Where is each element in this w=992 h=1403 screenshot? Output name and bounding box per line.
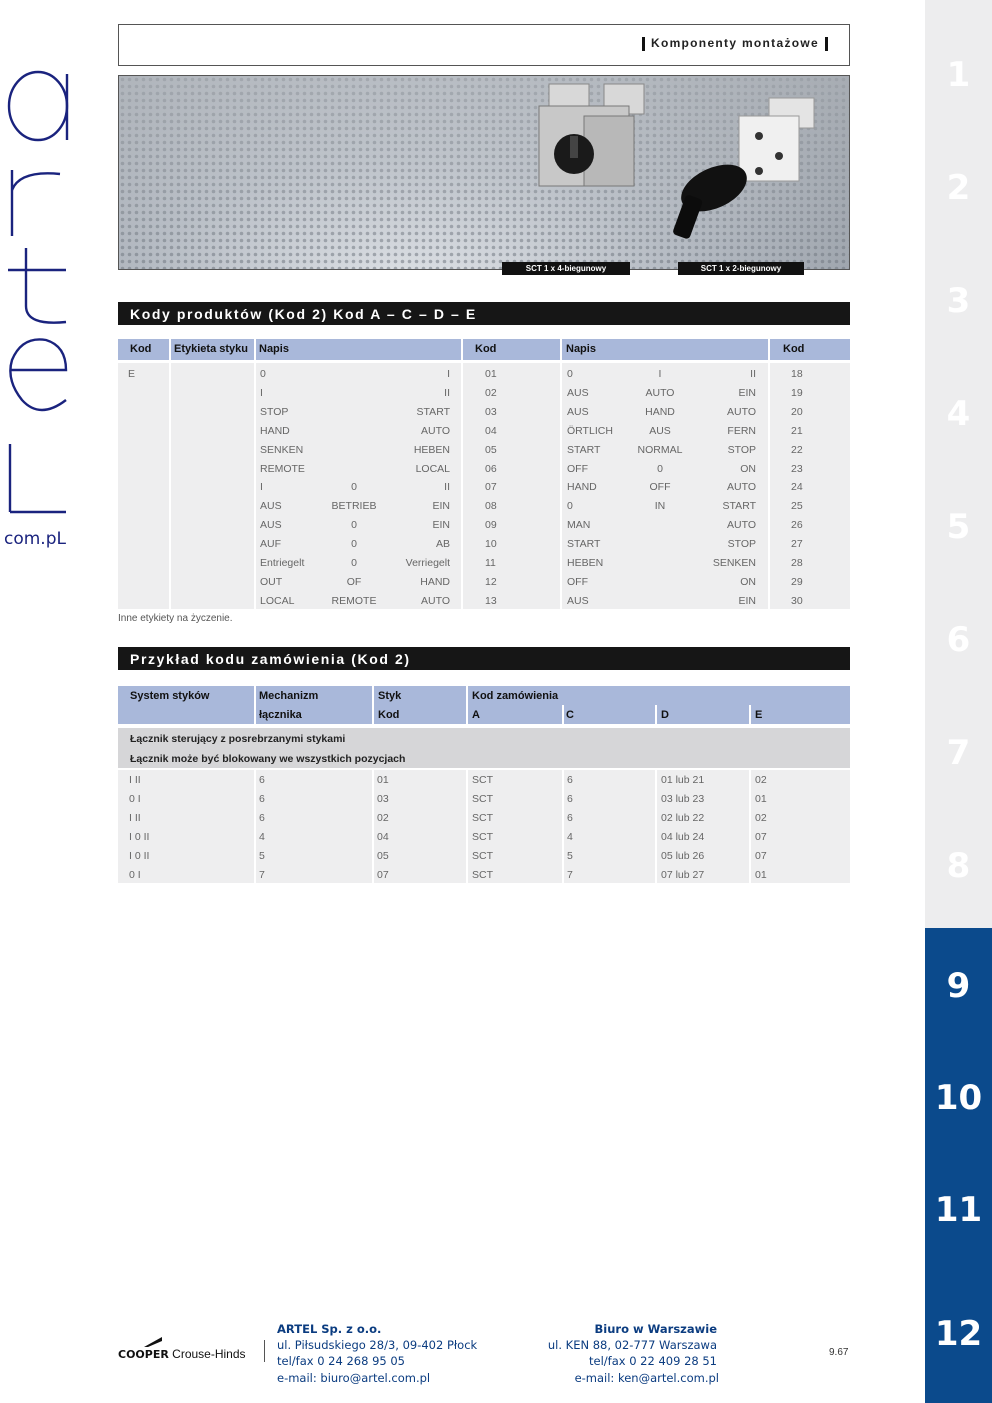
- order-cell-m: 6: [259, 812, 265, 824]
- codes-cell-c: AUTO: [421, 424, 450, 437]
- tab-10[interactable]: 10: [925, 1040, 992, 1155]
- codes-cell-k2: 29: [791, 575, 803, 588]
- codes-cell-d: AUS: [567, 405, 589, 418]
- codes-cell-a: AUF: [260, 538, 281, 551]
- col-c: C: [566, 709, 574, 721]
- first-kod-value: E: [128, 368, 136, 380]
- col-etykieta: Etykieta styku: [174, 343, 248, 355]
- codes-cell-c: HAND: [420, 575, 450, 588]
- tab-12[interactable]: 12: [925, 1264, 992, 1403]
- tab-9[interactable]: 9: [925, 928, 992, 1043]
- codes-cell-d: AUS: [567, 594, 589, 607]
- product-codes-header: [118, 339, 850, 360]
- codes-cell-f: EIN: [738, 594, 756, 607]
- codes-cell-f: AUTO: [727, 519, 756, 532]
- codes-cell-a: STOP: [260, 405, 289, 418]
- codes-cell-k: 13: [485, 594, 497, 607]
- codes-cell-e: 0: [657, 462, 663, 475]
- col-napis-1: Napis: [259, 343, 289, 355]
- codes-cell-k: 02: [485, 386, 497, 399]
- group-silver-contacts: Łącznik sterujący z posrebrzanymi stykami: [130, 733, 346, 745]
- footer-email[interactable]: e-mail: biuro@artel.com.pl: [277, 1371, 431, 1385]
- codes-cell-a: REMOTE: [260, 462, 305, 475]
- tab-2[interactable]: 2: [946, 167, 971, 208]
- codes-cell-f: AUTO: [727, 405, 756, 418]
- codes-cell-k: 01: [485, 368, 497, 380]
- order-cell-a: SCT: [472, 869, 493, 881]
- codes-cell-c: START: [416, 405, 450, 418]
- order-cell-e: 07: [755, 831, 767, 843]
- codes-cell-k: 12: [485, 575, 497, 588]
- footer-address: ul. Piłsudskiego 28/3, 09-402 Płock: [277, 1338, 478, 1352]
- order-cell-a: SCT: [472, 793, 493, 805]
- codes-cell-b: 0: [351, 557, 357, 569]
- codes-cell-f: START: [722, 500, 756, 513]
- codes-cell-f: ON: [740, 462, 756, 475]
- codes-cell-k: 08: [485, 500, 497, 513]
- codes-cell-f: STOP: [727, 443, 756, 456]
- col-napis-2: Napis: [566, 343, 596, 355]
- codes-cell-d: OFF: [567, 575, 588, 588]
- codes-cell-a: OUT: [260, 575, 283, 588]
- codes-cell-k2: 23: [791, 462, 803, 475]
- tab-3[interactable]: 3: [946, 280, 971, 321]
- codes-cell-d: START: [567, 538, 601, 551]
- order-cell-a: SCT: [472, 774, 493, 786]
- codes-cell-e: AUS: [649, 424, 671, 437]
- artel-logo: [0, 70, 80, 560]
- col-kod-2: Kod: [475, 343, 497, 355]
- order-cell-k: 04: [377, 831, 389, 843]
- codes-cell-f: SENKEN: [712, 557, 756, 569]
- codes-cell-f: II: [750, 368, 756, 380]
- codes-cell-e: I: [658, 368, 662, 380]
- codes-cell-e: HAND: [645, 405, 675, 418]
- section-order-example: [118, 647, 850, 670]
- col-kod-1: Kod: [130, 343, 152, 355]
- codes-cell-b: 0: [351, 481, 357, 494]
- col-a: A: [472, 709, 480, 721]
- order-cell-a: SCT: [472, 831, 493, 843]
- order-cell-e: 07: [755, 850, 767, 862]
- order-cell-d: 03 lub 23: [661, 793, 705, 805]
- codes-cell-a: 0: [260, 368, 266, 380]
- codes-cell-b: 0: [351, 519, 357, 532]
- codes-cell-k: 07: [485, 481, 497, 494]
- col-kod-3: Kod: [783, 343, 805, 355]
- codes-cell-a: AUS: [260, 500, 282, 513]
- page-header: [118, 24, 850, 66]
- codes-cell-d: HEBEN: [567, 557, 604, 569]
- codes-cell-f: AUTO: [727, 481, 756, 494]
- order-cell-d: 05 lub 26: [661, 850, 705, 862]
- codes-cell-a: AUS: [260, 519, 282, 532]
- tab-6[interactable]: 6: [946, 619, 971, 660]
- codes-cell-b: 0: [351, 538, 357, 551]
- order-cell-k: 07: [377, 869, 389, 881]
- order-example-header: [118, 686, 850, 724]
- codes-cell-f: STOP: [727, 538, 756, 551]
- codes-cell-d: ÖRTLICH: [567, 424, 613, 437]
- codes-cell-e: NORMAL: [637, 443, 683, 456]
- codes-cell-c: II: [444, 386, 450, 399]
- order-cell-c: 6: [567, 774, 573, 786]
- codes-cell-a: I: [260, 386, 263, 399]
- codes-cell-a: SENKEN: [260, 443, 304, 456]
- codes-cell-f: ON: [740, 575, 756, 588]
- col-d: D: [661, 709, 669, 721]
- codes-cell-k2: 26: [791, 519, 803, 532]
- page-title: Komponenty montażowe: [650, 36, 819, 50]
- product-illustration: [119, 76, 849, 269]
- codes-cell-d: 0: [567, 500, 573, 513]
- col-styk: Styk: [378, 690, 402, 702]
- codes-cell-d: MAN: [567, 519, 591, 532]
- order-cell-c: 4: [567, 831, 573, 843]
- col-system: System styków: [130, 690, 210, 702]
- footer-tel: tel/fax 0 24 268 95 05: [277, 1354, 405, 1368]
- codes-cell-d: HAND: [567, 481, 597, 494]
- tab-5[interactable]: 5: [946, 506, 971, 547]
- order-cell-c: 6: [567, 793, 573, 805]
- codes-cell-b: REMOTE: [331, 594, 377, 607]
- order-cell-k: 02: [377, 812, 389, 824]
- order-cell-d: 07 lub 27: [661, 869, 705, 881]
- codes-cell-k: 10: [485, 538, 497, 551]
- order-cell-m: 6: [259, 774, 265, 786]
- order-cell-d: 01 lub 21: [661, 774, 705, 786]
- tab-4[interactable]: 4: [946, 393, 971, 434]
- footer-company: ARTEL Sp. z o.o.: [277, 1322, 382, 1336]
- codes-cell-a: HAND: [260, 424, 290, 437]
- codes-cell-k2: 30: [791, 594, 803, 607]
- page-number: 9.67: [829, 1347, 849, 1358]
- codes-cell-c: II: [444, 481, 450, 494]
- codes-cell-c: LOCAL: [415, 462, 450, 475]
- order-cell-m: 6: [259, 793, 265, 805]
- codes-cell-k2: 25: [791, 500, 803, 513]
- codes-cell-c: EIN: [432, 519, 450, 532]
- codes-cell-c: I: [447, 368, 450, 380]
- chapter-tabs: [925, 0, 992, 1403]
- logo-domain: com.pL: [4, 529, 66, 549]
- footer-office-email[interactable]: e-mail: ken@artel.com.pl: [574, 1371, 719, 1385]
- codes-cell-a: I: [260, 481, 263, 494]
- codes-cell-k2: 24: [791, 481, 803, 494]
- codes-cell-c: AUTO: [421, 594, 450, 607]
- order-cell-k: 03: [377, 793, 389, 805]
- codes-cell-f: EIN: [738, 386, 756, 399]
- order-cell-k: 01: [377, 774, 389, 786]
- codes-cell-k: 03: [485, 405, 497, 418]
- caption-4-pole: SCT 1 x 4-biegunowy: [502, 262, 630, 275]
- footer-office-tel: tel/fax 0 22 409 28 51: [589, 1354, 717, 1368]
- order-cell-s: I 0 II: [129, 850, 150, 862]
- caption-2-pole: SCT 1 x 2-biegunowy: [678, 262, 804, 275]
- codes-cell-c: EIN: [432, 500, 450, 513]
- order-cell-a: SCT: [472, 850, 493, 862]
- order-cell-e: 01: [755, 869, 767, 881]
- codes-cell-k2: 28: [791, 557, 803, 569]
- tab-7[interactable]: 7: [946, 732, 971, 773]
- tab-11[interactable]: 11: [925, 1152, 992, 1267]
- col-styk-2: Kod: [378, 709, 400, 721]
- order-cell-d: 02 lub 22: [661, 812, 705, 824]
- order-cell-c: 5: [567, 850, 573, 862]
- order-cell-e: 02: [755, 812, 767, 824]
- order-cell-s: 0 I: [129, 793, 141, 805]
- col-e: E: [755, 709, 763, 721]
- product-banner: [118, 75, 850, 270]
- codes-note: Inne etykiety na życzenie.: [118, 613, 233, 624]
- order-cell-s: I II: [129, 812, 141, 824]
- codes-cell-k2: 21: [791, 424, 803, 437]
- codes-cell-k: 05: [485, 443, 497, 456]
- codes-cell-k2: 19: [791, 386, 803, 399]
- codes-cell-d: OFF: [567, 462, 588, 475]
- codes-cell-c: Verriegelt: [405, 557, 450, 569]
- codes-cell-e: OFF: [649, 481, 671, 494]
- codes-cell-a: LOCAL: [260, 594, 295, 607]
- section-product-codes-title: Kody produktów (Kod 2) Kod A – C – D – E: [130, 305, 477, 322]
- order-cell-m: 5: [259, 850, 265, 862]
- codes-cell-d: 0: [567, 368, 573, 380]
- cooper-logo: [118, 1335, 253, 1361]
- codes-cell-k2: 20: [791, 405, 803, 418]
- codes-cell-k: 09: [485, 519, 497, 532]
- codes-cell-d: AUS: [567, 386, 589, 399]
- codes-cell-k: 04: [485, 424, 497, 437]
- codes-cell-k2: 27: [791, 538, 803, 551]
- order-cell-d: 04 lub 24: [661, 831, 705, 843]
- codes-cell-e: AUTO: [645, 386, 675, 399]
- order-cell-m: 7: [259, 869, 265, 881]
- order-cell-s: I II: [129, 774, 141, 786]
- order-cell-c: 6: [567, 812, 573, 824]
- codes-cell-d: START: [567, 443, 601, 456]
- codes-cell-e: IN: [654, 500, 666, 513]
- order-cell-e: 01: [755, 793, 767, 805]
- codes-cell-c: AB: [435, 538, 450, 551]
- order-cell-k: 05: [377, 850, 389, 862]
- order-cell-a: SCT: [472, 812, 493, 824]
- footer-office-address: ul. KEN 88, 02-777 Warszawa: [547, 1338, 717, 1352]
- codes-cell-k2: 18: [791, 368, 803, 380]
- order-cell-c: 7: [567, 869, 573, 881]
- col-mechanizm-2: łącznika: [259, 709, 302, 721]
- codes-cell-a: Entriegelt: [260, 557, 305, 569]
- footer-office: Biuro w Warszawie: [594, 1322, 717, 1336]
- codes-cell-b: OF: [346, 575, 362, 588]
- col-kod-zamowienia: Kod zamówienia: [472, 690, 559, 702]
- order-cell-s: I 0 II: [129, 831, 150, 843]
- codes-cell-f: FERN: [727, 424, 756, 437]
- section-product-codes: [118, 302, 850, 325]
- order-cell-m: 4: [259, 831, 265, 843]
- tab-1[interactable]: 1: [946, 54, 971, 95]
- codes-cell-b: BETRIEB: [331, 500, 377, 513]
- codes-cell-k: 06: [485, 462, 497, 475]
- tab-8[interactable]: 8: [946, 845, 971, 886]
- order-group-band: [118, 728, 850, 768]
- section-order-example-title: Przykład kodu zamówienia (Kod 2): [130, 650, 411, 667]
- col-mechanizm: Mechanizm: [259, 690, 319, 702]
- codes-cell-c: HEBEN: [413, 443, 450, 456]
- order-cell-s: 0 I: [129, 869, 141, 881]
- group-lockable: Łącznik może być blokowany we wszystkich pozycjach: [130, 753, 406, 765]
- order-cell-e: 02: [755, 774, 767, 786]
- codes-cell-k2: 22: [791, 443, 803, 456]
- cooper-brand: COOPER Crouse-Hinds: [118, 1347, 246, 1361]
- codes-cell-k: 11: [485, 557, 496, 569]
